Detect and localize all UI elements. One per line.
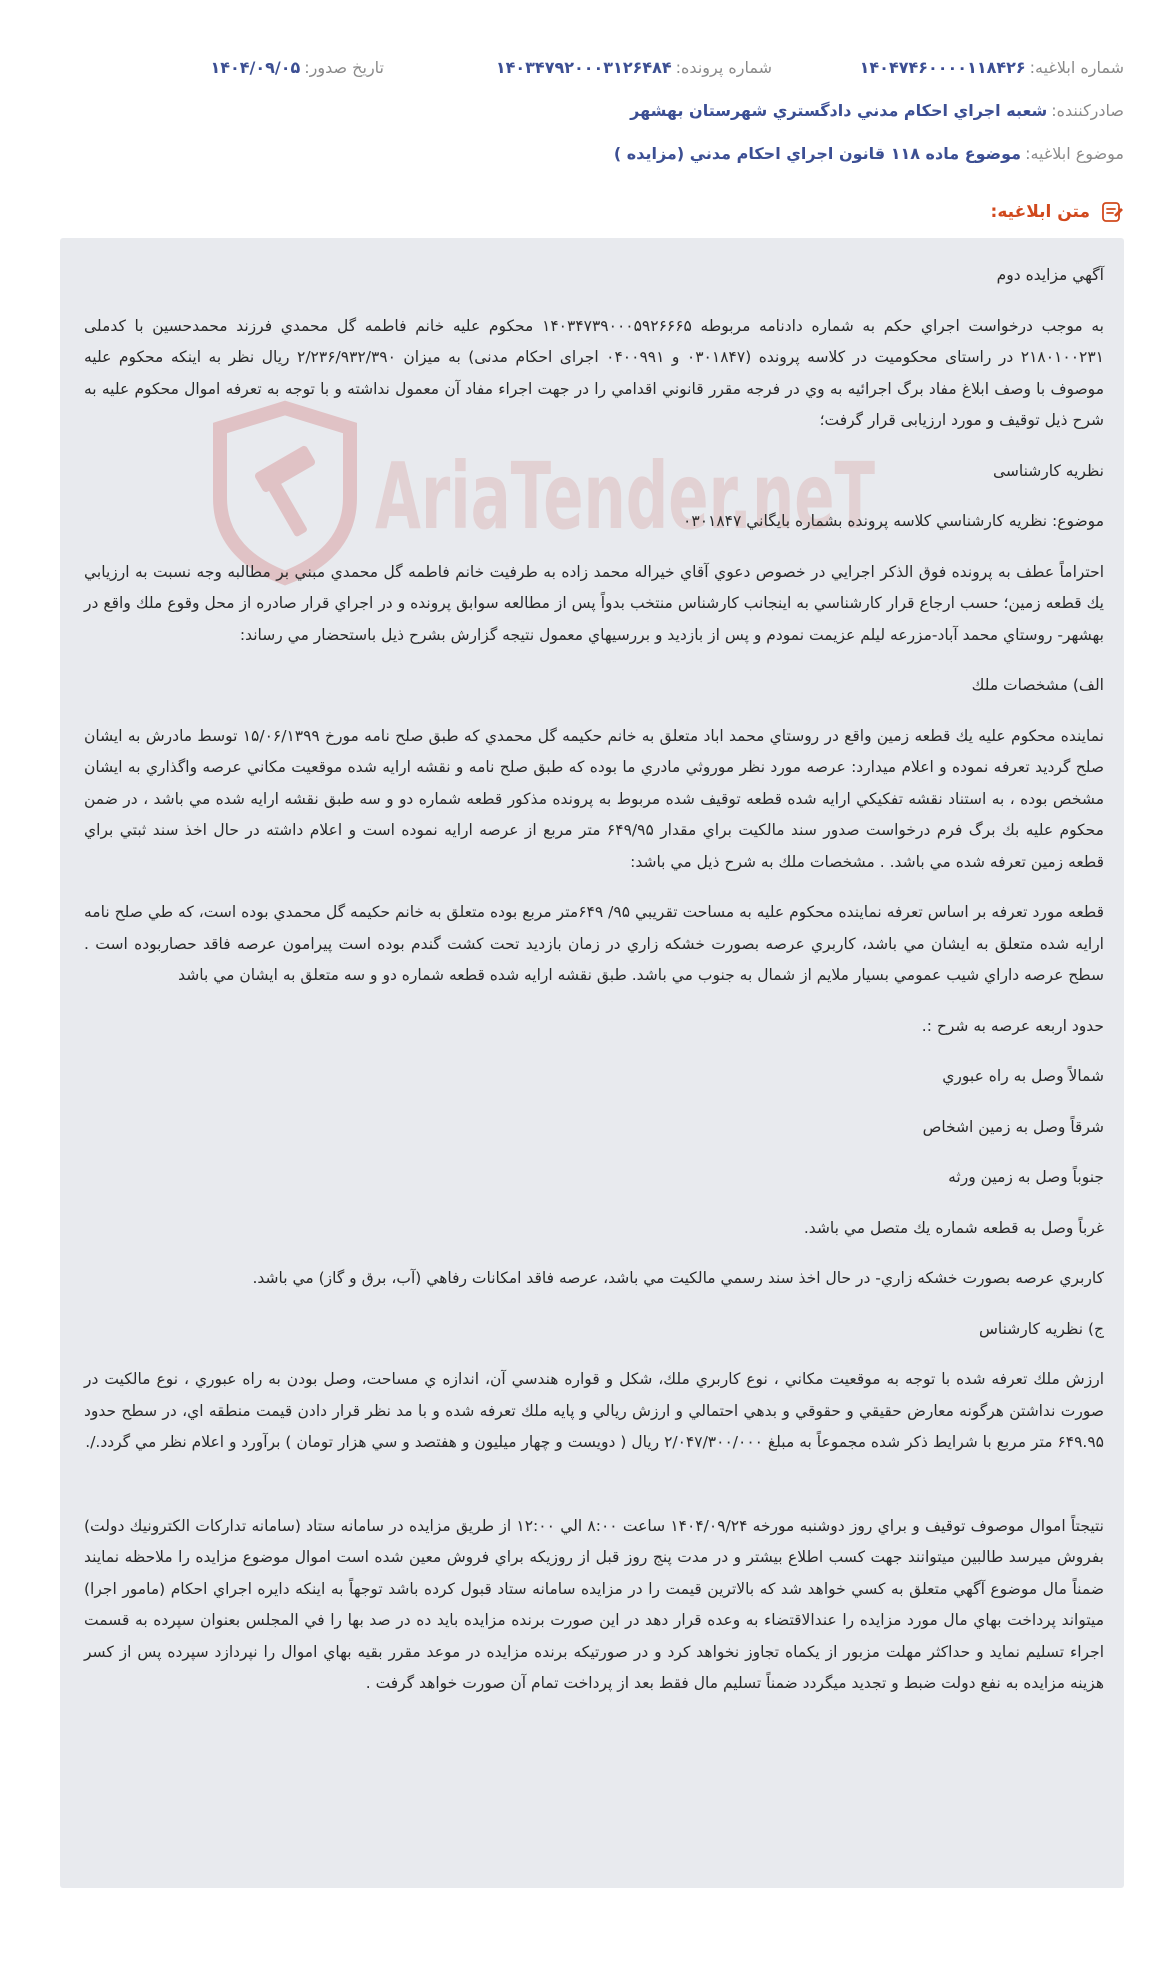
issuer-field — [630, 99, 1124, 123]
notice-content — [60, 238, 1124, 1739]
issuer: شعبه اجراي احكام مدني دادگستري شهرستان بهشهر — [630, 101, 1048, 120]
notice-paragraph: موضوع: نظريه كارشناسي كلاسه پرونده بشماره بايگاني ۰۳۰۱۸۴۷ — [683, 512, 1104, 530]
notice-paragraph: ج) نظريه كارشناس — [978, 1319, 1104, 1338]
case-number-field — [384, 56, 772, 80]
notice-paragraph: نتيجتاً اموال موصوف توقيف و براي روز دوشنبه مورخه ۱۴۰۴/۰۹/۲۴ ساعت ۸:۰۰ الي ۱۲:۰۰ از طريق مزايده در سامانه ستاد (سامانه تداركات الكترونيك دولت) بفروش ميرسد طالبين ميتوانند جهت كسب اطلاع بيشتر و در مدت پنج روز قبل از روزيكه براي فروش معين شده است اموال موضوع مزايده را ملاحظه نمايند ضمناً مال موضوع آگهي متعلق به كسي خواهد شد كه بالاترين قيمت را در مزايده سامانه ستاد قبول كرده باشد توجهاً به اينكه دايره اجراي احكام (مامور اجرا) ميتواند پرداخت بهاي مال مورد مزايده را عندالاقتضاء به وعده قرار دهد در اين صورت برنده مزايده بايد ده در صد بها را في المجلس بعنوان سپرده به قسمت اجراء تسليم نمايد و حداكثر مهلت مزبور از يكماه تجاوز نخواهد كرد و در صورتيكه برنده مزايده در موعد مقرر بقيه بهاي اموال را نپردازد سپرده پس از كسر هزينه مزايده به نفع دولت ضبط و تجديد ميگردد ضمناً تسليم مال فقط بعد از پرداخت تمام آن صورت خواهد گرفت . — [84, 1516, 1104, 1692]
subject: موضوع ماده ۱۱۸ قانون اجراي احكام مدني (مزايده ) — [613, 144, 1022, 163]
subject-row — [50, 142, 1124, 166]
case-number: ۱۴۰۳۴۷۹۲۰۰۰۳۱۲۶۴۸۴ — [495, 58, 672, 77]
notice-paragraph: جنوباً وصل به زمين ورثه — [948, 1168, 1104, 1186]
notice-paragraph: الف) مشخصات ملك — [971, 676, 1104, 694]
subject-label: موضوع ابلاغيه: — [1025, 144, 1124, 163]
case-number-label: شماره پرونده: — [675, 58, 772, 77]
notice-paragraph: احتراماً عطف به پرونده فوق الذكر اجرايي در خصوص دعوي آقاي خيراله محمد زاده به طرفيت خانم فاطمه گل محمدي مبني بر مطالبه وجه نسبت به ارزيابي يك قطعه زمين؛ حسب ارجاع قرار كارشناسي به اينجانب كارشناس منتخب بدواً پس از مطالعه سوابق پرونده و در اجراي قرار صادره از محل وقوع ملك واقع در بهشهر- روستاي محمد آباد-مزرعه ليلم عزيمت نمودم و پس از بازديد و بررسيهاي معمول نتيجه گزارش بشرح ذيل باستحضار مي رساند: — [84, 562, 1104, 644]
notice-paragraph: شرقاً وصل به زمين اشخاص — [922, 1117, 1104, 1136]
issue-date-label: تاريخ صدور: — [304, 58, 384, 77]
notice-number-label: شماره ابلاغيه: — [1029, 58, 1124, 77]
issuer-row — [50, 99, 1124, 123]
notice-paragraph: آگهي مزايده دوم — [996, 266, 1104, 284]
notice-number: ۱۴۰۴۷۴۶۰۰۰۰۱۱۸۴۲۶ — [859, 58, 1026, 77]
notice-paragraph: غرباً وصل به قطعه شماره يك متصل مي باشد. — [803, 1218, 1104, 1237]
notice-number-field — [772, 56, 1124, 80]
notice-text-heading — [991, 200, 1124, 224]
watermark-text: AriaTender.neT — [375, 443, 876, 550]
notice-paragraph: نظريه كارشناسی — [992, 461, 1104, 480]
notice-paragraph: حدود اربعه عرصه به شرح :. — [921, 1016, 1104, 1035]
notice-paragraph: ارزش ملك تعرفه شده با توجه به موقعيت مكاني ، نوع كاربري ملك، شكل و قواره هندسي آن، اندازه ي مساحت، وصل بودن به راه عبوري ، نوع مالكيت در صورت نداشتن هرگونه معارض حقيقي و حقوقي و بدهي احتمالي و ارزش ريالي و پايه ملك تعرفه شده و با مد نظر قرار دادن قيمت منطقه اي، در سطح حدود ۶۴۹.۹۵ متر مربع با شرايط ذكر شده مجموعاً به مبلغ ۲/۰۴۷/۳۰۰/۰۰۰ ريال ( دويست و چهار ميليون و هفتصد و سي هزار تومان ) برآورد و اعلام نظر مي گردد./. — [84, 1370, 1104, 1451]
notice-paragraph: نماينده محكوم عليه يك قطعه زمين واقع در روستاي محمد اباد متعلق به خانم حكيمه گل محمدي كه طبق صلح نامه مورخ ۱۵/۰۶/۱۳۹۹ توسط مادرش به ايشان صلح گرديد تعرفه نموده و اعلام ميدارد: عرصه مورد نظر موروثي مادري ما بوده كه طبق صلح نامه و نقشه ارايه شده موقعيت مكاني عرصه واگذاري به ايشان مشخص بوده ، به استناد نقشه تفكيكي ارايه شده قطعه توقيف شده مربوط به پرونده مذكور قطعه شماره دو و سه طبق نقشه ارايه شده مي باشد ، در ضمن محكوم عليه بك برگ فرم درخواست صدور سند مالكيت براي مقدار ۶۴۹/۹۵ متر مربع از عرصه ارايه نموده است و اعلام داشته در حال اخذ سند ثبتي براي قطعه زمين تعرفه شده مي باشد. . مشخصات ملك به شرح ذيل مي باشد: — [84, 726, 1104, 871]
notice-body — [60, 238, 1124, 1888]
issuer-label: صادرکننده: — [1051, 101, 1124, 120]
header-meta-row — [50, 56, 1124, 80]
notice-paragraph: شمالاً وصل به راه عبوري — [942, 1067, 1104, 1085]
notice-paragraph: قطعه مورد تعرفه بر اساس تعرفه نماينده محكوم عليه به مساحت تقريبي ۹۵/ ۶۴۹متر مربع بوده متعلق به خانم حكيمه گل محمدي بوده است، كه طي صلح نامه ارايه شده متعلق به ايشان مي باشد، كاربري عرصه بصورت خشكه زاري در زمان بازديد تحت كشت گندم بوده است پيرامون عرصه فاقد حصاربوده است . سطح عرصه داراي شيب عمومي بسيار ملايم از شمال به جنوب مي باشد. طبق نقشه ارايه شده قطعه شماره دو و سه متعلق به ايشان مي باشد — [84, 903, 1105, 984]
notice-text-title: متن ابلاغيه: — [990, 202, 1090, 222]
notice-paragraph: كاربري عرصه بصورت خشكه زاري- در حال اخذ سند رسمي مالكيت مي باشد، عرصه فاقد امكانات رفاهي (آب، برق و گاز) مي باشد. — [252, 1269, 1104, 1287]
issue-date: ۱۴۰۴/۰۹/۰۵ — [210, 58, 301, 77]
issue-date-field — [210, 56, 384, 80]
notice-paragraph: به موجب درخواست اجراي حكم به شماره دادنامه مربوطه ۱۴۰۳۴۷۳۹۰۰۰۵۹۲۶۶۶۵ محكوم عليه خانم فاطمه گل محمدي فرزند محمدحسين با كدملی ۲۱۸۰۱۰۰۲۳۱ در راستای محكوميت در كلاسه پرونده (۰۳۰۱۸۴۷ و ۰۴۰۰۹۹۱ اجرای احكام مدنی) به ميزان ۲/۲۳۶/۹۳۲/۳۹۰ ريال نظر به اينكه محكوم عليه موصوف با وصف ابلاغ مفاد برگ اجرائيه به وي در فرجه مقرر قانوني اقدامي را در جهت اجراء مفاد آن معمول نداشته و با توجه به تعرفه اموال محكوم عليه به شرح ذيل توقيف و مورد ارزيابی قرار گرفت؛ — [84, 316, 1105, 429]
document-text-icon — [1100, 200, 1124, 224]
subject-field — [614, 142, 1124, 166]
